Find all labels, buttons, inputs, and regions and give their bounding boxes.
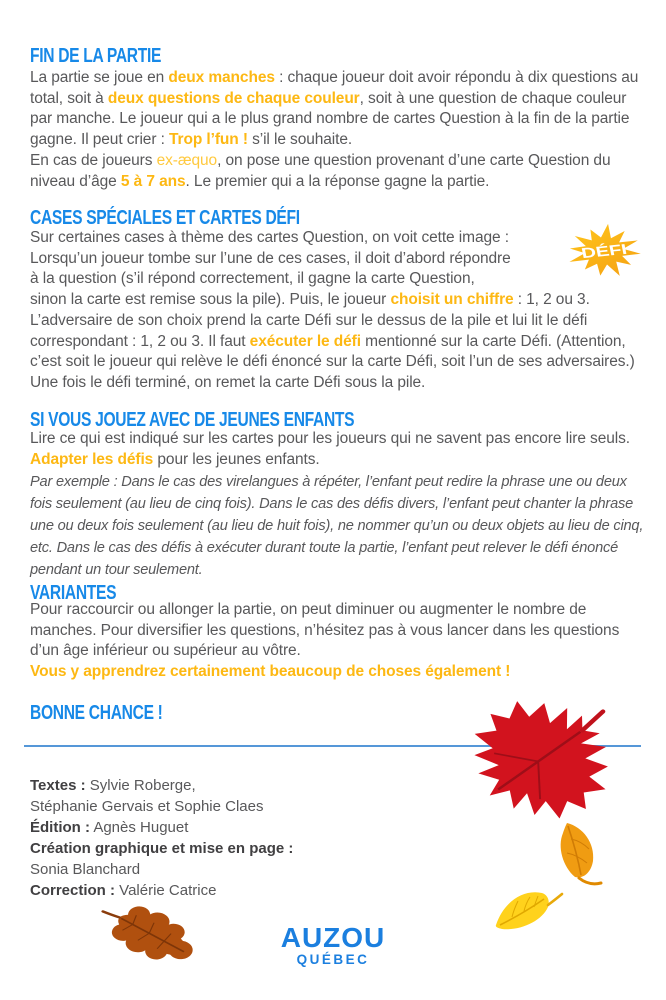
- logo-region-text: QUÉBEC: [296, 952, 370, 967]
- section-heading-jeunes-enfants: SI VOUS JOUEZ AVEC DE JEUNES ENFANTS: [30, 409, 355, 431]
- section-heading-fin-de-la-partie: FIN DE LA PARTIE: [30, 45, 162, 67]
- paragraph-jeunes-enfants: Lire ce qui est indiqué sur les cartes pour les joueurs qui ne savent pas encore lire seuls. Adapter les défis pour les jeunes enfants.: [30, 430, 630, 468]
- paragraph-fin-de-la-partie: La partie se joue en deux manches : chaque joueur doit avoir répondu à dix questions au total, soit à deux questions de chaque couleur, soit à une question de chaque couleur par manche. Le joueur qui a le plus grand nombre de cartes Question à la fin de la partie gagne. Il peut crier : Trop l’fun ! s’il le souhaite. En cas de joueurs ex-æquo, on pose une question provenant d’une carte Question du niveau d’âge 5 à 7 ans. Le premier qui a la réponse gagne la partie.: [30, 69, 639, 190]
- orange-leaf-svg: [549, 818, 613, 888]
- credit-line-edition: Édition : Agnès Huguet: [30, 819, 189, 836]
- credits-block: [30, 775, 293, 901]
- section-heading-bonne-chance: BONNE CHANCE !: [30, 702, 163, 724]
- credit-line-textes: Textes : Sylvie Roberge,: [30, 777, 196, 794]
- logo-brand-text: AUZOU: [280, 922, 386, 953]
- paragraph-exemple-italique: Par exemple : Dans le cas des virelangues à répéter, l’enfant peut redire la phrase une ou deux fois seulement (au lieu de cinq fois). Dans le cas des défis divers, l’enfant peut chanter la phrase une ou deux fois seulement (au lieu de huit fois), ne nommer qu’un ou deux objets au lieu de cinq, etc. Dans le cas des défis à exécuter durant toute la partie, l’enfant peut relever le défi énoncé pendant un tour seulement.: [30, 474, 644, 578]
- section-heading-cases-speciales: CASES SPÉCIALES ET CARTES DÉFI: [30, 207, 300, 229]
- publisher-logo: [0, 924, 666, 967]
- section-heading-variantes: VARIANTES: [30, 582, 117, 604]
- defi-burst-icon: [560, 220, 648, 282]
- orange-leaf-icon: [549, 818, 613, 888]
- paragraph-cases-speciales: [30, 228, 642, 394]
- credit-line-correction: Correction : Valérie Catrice: [30, 882, 217, 899]
- defi-burst-label: DÉFI: [579, 240, 629, 262]
- red-maple-leaf-icon: [462, 688, 627, 826]
- defi-burst-svg: [560, 220, 648, 282]
- paragraph-cases-text: Sur certaines cases à thème des cartes Question, on voit cette image : Lorsqu’un joueur tombe sur l’une de ces cases, il doit d’abord répondre à la question (s’il répond correctement, il gagne la carte Question, sinon la carte est remise sous la pile). Puis, le joueur choisit un chiffre : 1, 2 ou 3. L’adversaire de son choix prend la carte Défi sur le dessus de la pile et lui lit le défi correspondant : 1, 2 ou 3. Il faut exécuter le défi mentionné sur la carte Défi. (Attention, c’est soit le joueur qui relève le défi énoncé sur la carte Défi, soit l’un de ses adversaires.) Une fois le défi terminé, on remet la carte Défi sous la pile.: [30, 229, 635, 391]
- credit-line-creation: Création graphique et mise en page :: [30, 840, 294, 857]
- credit-line-creation-2: Sonia Blanchard: [30, 861, 141, 878]
- credit-line-textes-2: Stéphanie Gervais et Sophie Claes: [30, 798, 264, 815]
- red-maple-leaf-svg: [462, 688, 627, 826]
- paragraph-variantes: Pour raccourcir ou allonger la partie, on peut diminuer ou augmenter le nombre de manches. Pour diversifier les questions, n’hésitez pas à vous lancer dans les questions d’un âge inférieur ou supérieur au vôtre. Vous y apprendrez certainement beaucoup de choses également !: [30, 601, 620, 681]
